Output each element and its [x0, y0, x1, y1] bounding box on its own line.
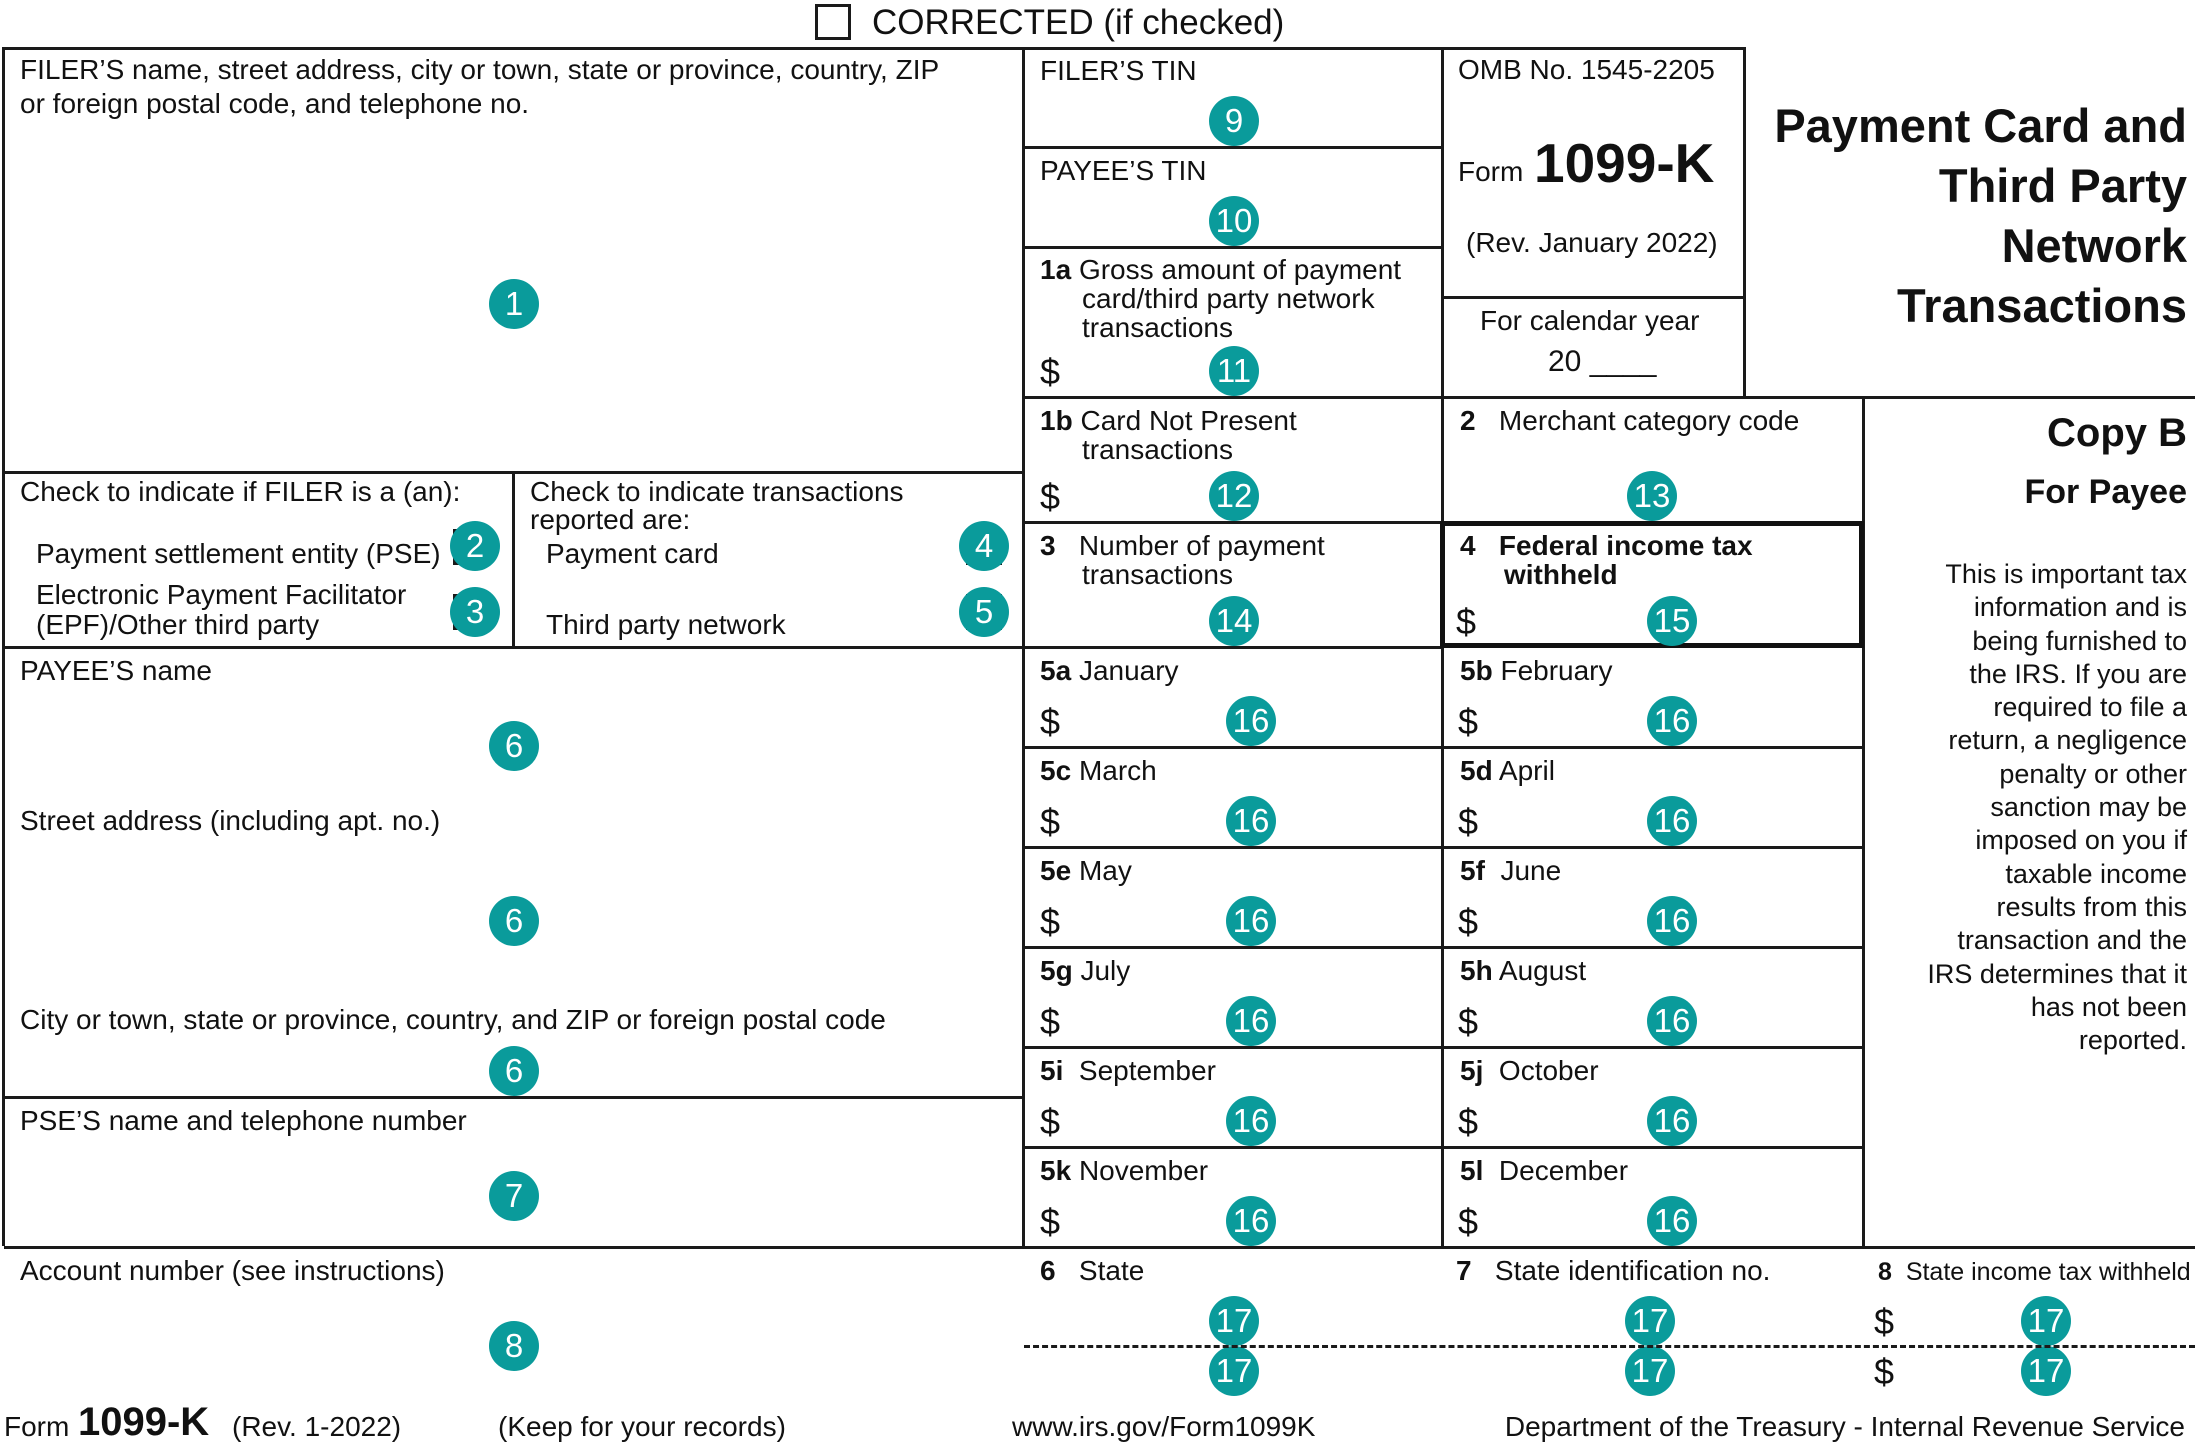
- box-5c-label: 5c March: [1040, 755, 1157, 786]
- box-1a-label-3: transactions: [1082, 312, 1233, 343]
- box-5i-badge[interactable]: 16: [1226, 1096, 1276, 1146]
- form-revision: (Rev. January 2022): [1466, 227, 1718, 258]
- box-5d-label: 5d April: [1460, 755, 1555, 786]
- form-word: Form: [1458, 156, 1524, 187]
- copy-b-notice-line: required to file a: [1993, 692, 2187, 723]
- box-5k-badge[interactable]: 16: [1226, 1196, 1276, 1246]
- box-5a-badge[interactable]: 16: [1226, 696, 1276, 746]
- filer-tin-badge[interactable]: 9: [1209, 96, 1259, 146]
- box-5d-badge[interactable]: 16: [1647, 796, 1697, 846]
- payee-tin-badge[interactable]: 10: [1209, 196, 1259, 246]
- box-2-label: 2 Merchant category code: [1460, 405, 1800, 436]
- payee-name-label: PAYEE’S name: [20, 655, 212, 686]
- copy-b-notice-line: results from this: [1996, 891, 2187, 922]
- trans-type-label: Check to indicate transactions: [530, 476, 904, 507]
- box-5a-label: 5a January: [1040, 655, 1179, 686]
- copy-b-notice-line: penalty or other: [1999, 758, 2187, 789]
- footer-department: Department of the Treasury - Internal Revenue Service: [1504, 1411, 2185, 1442]
- box-5f-badge[interactable]: 16: [1647, 896, 1697, 946]
- epf-option-label-2: (EPF)/Other third party: [36, 609, 320, 640]
- box-1a-label: 1a Gross amount of payment: [1040, 254, 1402, 285]
- pse-name-badge[interactable]: 7: [489, 1171, 539, 1221]
- copy-b-notice-line: the IRS. If you are: [1969, 658, 2187, 689]
- third-party-network-label: Third party network: [546, 609, 786, 640]
- box-5j-label: 5j October: [1460, 1055, 1599, 1086]
- box-6-badge-2[interactable]: 17: [1209, 1346, 1259, 1396]
- box-7-badge-2[interactable]: 17: [1625, 1346, 1675, 1396]
- payee-city-badge[interactable]: 6: [489, 1046, 539, 1096]
- box-5c-badge[interactable]: 16: [1226, 796, 1276, 846]
- box-5k-dollar: $: [1040, 1201, 1061, 1242]
- filer-label-2: or foreign postal code, and telephone no.: [20, 88, 530, 119]
- footer-form-word: Form: [4, 1411, 70, 1442]
- box-1b-dollar: $: [1040, 476, 1061, 517]
- copy-b-notice-line: reported.: [2078, 1025, 2187, 1056]
- box-1b-badge[interactable]: 12: [1209, 471, 1259, 521]
- pse-checkbox-badge: 2: [450, 521, 500, 571]
- omb-number: OMB No. 1545-2205: [1458, 54, 1715, 85]
- box-5k-label: 5k November: [1040, 1155, 1209, 1186]
- third-party-network-badge: 5: [959, 587, 1009, 637]
- footer-revision: (Rev. 1-2022): [232, 1411, 402, 1442]
- box-4-label: 4 Federal income tax: [1460, 530, 1753, 561]
- box-7-label: 7 State identification no.: [1456, 1255, 1771, 1286]
- box-1a-badge[interactable]: 11: [1209, 346, 1259, 396]
- box-5e-badge[interactable]: 16: [1226, 896, 1276, 946]
- box-7-badge-1[interactable]: 17: [1625, 1296, 1675, 1346]
- box-5h-dollar: $: [1458, 1001, 1479, 1042]
- form-title-line-3: Network: [2001, 219, 2187, 272]
- epf-option-label: Electronic Payment Facilitator: [36, 579, 407, 610]
- copy-b-notice-line: being furnished to: [1972, 625, 2187, 656]
- box-5e-dollar: $: [1040, 901, 1061, 942]
- box-5f-label: 5f June: [1460, 855, 1562, 886]
- box-4-dollar: $: [1456, 601, 1477, 642]
- state-divider: [1024, 1345, 2195, 1348]
- payee-name-badge[interactable]: 6: [489, 721, 539, 771]
- copy-b-notice-line: transaction and the: [1957, 925, 2187, 956]
- box-8-label: 8 State income tax withheld: [1878, 1258, 2191, 1286]
- box-5h-badge[interactable]: 16: [1647, 996, 1697, 1046]
- corrected-checkbox[interactable]: [815, 4, 851, 40]
- box-8-dollar-2: $: [1874, 1351, 1895, 1392]
- account-number-badge[interactable]: 8: [489, 1321, 539, 1371]
- payment-card-label: Payment card: [546, 538, 719, 569]
- box-2-badge[interactable]: 13: [1627, 471, 1677, 521]
- payee-city-label: City or town, state or province, country, and ZIP or foreign postal code: [20, 1004, 886, 1035]
- box-8-badge-2[interactable]: 17: [2021, 1346, 2071, 1396]
- filer-tin-label: FILER’S TIN: [1040, 55, 1197, 86]
- form-title-line-2: Third Party: [1938, 159, 2187, 212]
- copy-b-notice-line: return, a negligence: [1948, 725, 2187, 756]
- pse-option-label: Payment settlement entity (PSE): [36, 538, 441, 569]
- copy-b-notice-line: IRS determines that it: [1927, 958, 2187, 989]
- box-5h-label: 5h August: [1460, 955, 1587, 986]
- box-5g-badge[interactable]: 16: [1226, 996, 1276, 1046]
- copy-b-notice-line: information and is: [1973, 592, 2187, 623]
- box-8-dollar-1: $: [1874, 1301, 1895, 1342]
- box-5b-badge[interactable]: 16: [1647, 696, 1697, 746]
- copy-b-notice-line: sanction may be: [1990, 792, 2187, 823]
- box-4-label-2: withheld: [1504, 559, 1618, 590]
- payee-tin-label: PAYEE’S TIN: [1040, 155, 1207, 186]
- corrected-label: CORRECTED (if checked): [872, 3, 1285, 42]
- epf-checkbox-badge: 3: [450, 587, 500, 637]
- box-6-badge-1[interactable]: 17: [1209, 1296, 1259, 1346]
- account-number-label: Account number (see instructions): [20, 1255, 445, 1286]
- footer-form-number: 1099-K: [78, 1400, 210, 1444]
- form-number: 1099-K: [1534, 132, 1715, 194]
- box-5a-dollar: $: [1040, 701, 1061, 742]
- footer-url[interactable]: www.irs.gov/Form1099K: [1012, 1411, 1316, 1442]
- box-5l-dollar: $: [1458, 1201, 1479, 1242]
- footer-keep-records: (Keep for your records): [498, 1411, 786, 1442]
- payment-card-badge: 4: [959, 521, 1009, 571]
- box-1b-label: 1b Card Not Present: [1040, 405, 1297, 436]
- box-8-badge-1[interactable]: 17: [2021, 1296, 2071, 1346]
- copy-b-notice-line: imposed on you if: [1975, 825, 2187, 856]
- copy-b-subtitle: For Payee: [2024, 473, 2187, 511]
- box-3-label-2: transactions: [1082, 559, 1233, 590]
- box-3-label: 3 Number of payment: [1040, 530, 1325, 561]
- box-5g-dollar: $: [1040, 1001, 1061, 1042]
- filer-field-badge[interactable]: 1: [489, 279, 539, 329]
- box-5l-label: 5l December: [1460, 1155, 1629, 1186]
- form-title-line-4: Transactions: [1897, 279, 2187, 332]
- pse-name-label: PSE’S name and telephone number: [20, 1105, 467, 1136]
- payee-street-badge[interactable]: 6: [489, 896, 539, 946]
- box-5l-badge[interactable]: 16: [1647, 1196, 1697, 1246]
- calendar-year-label: For calendar year: [1480, 305, 1700, 336]
- box-5d-dollar: $: [1458, 801, 1479, 842]
- box-5e-label: 5e May: [1040, 855, 1132, 886]
- box-6-label: 6 State: [1040, 1255, 1145, 1286]
- box-5j-dollar: $: [1458, 1101, 1479, 1142]
- filer-type-label: Check to indicate if FILER is a (an):: [20, 476, 461, 507]
- box-1b-label-2: transactions: [1082, 434, 1233, 465]
- box-5i-dollar: $: [1040, 1101, 1061, 1142]
- copy-b-notice-line: This is important tax: [1945, 559, 2187, 589]
- copy-b-notice-line: taxable income: [2005, 858, 2187, 889]
- box-5f-dollar: $: [1458, 901, 1479, 942]
- box-5i-label: 5i September: [1040, 1055, 1216, 1086]
- copy-b-title: Copy B: [2047, 411, 2187, 455]
- box-5j-badge[interactable]: 16: [1647, 1096, 1697, 1146]
- payee-street-label: Street address (including apt. no.): [20, 805, 441, 836]
- box-1a-dollar: $: [1040, 351, 1061, 392]
- box-5b-label: 5b February: [1460, 655, 1613, 686]
- copy-b-notice-line: has not been: [2030, 991, 2187, 1022]
- box-4-badge[interactable]: 15: [1647, 596, 1697, 646]
- filer-label: FILER’S name, street address, city or town, state or province, country, ZIP: [20, 54, 940, 85]
- box-5c-dollar: $: [1040, 801, 1061, 842]
- box-3-badge[interactable]: 14: [1209, 596, 1259, 646]
- box-1a-label-2: card/third party network: [1082, 283, 1375, 314]
- box-5g-label: 5g July: [1040, 955, 1131, 986]
- trans-type-label-2: reported are:: [530, 504, 691, 535]
- box-5b-dollar: $: [1458, 701, 1479, 742]
- calendar-year-field[interactable]: 20 ____: [1548, 345, 1657, 378]
- form-title-line-1: Payment Card and: [1774, 99, 2187, 152]
- copy-b-notice: [1927, 558, 2187, 1057]
